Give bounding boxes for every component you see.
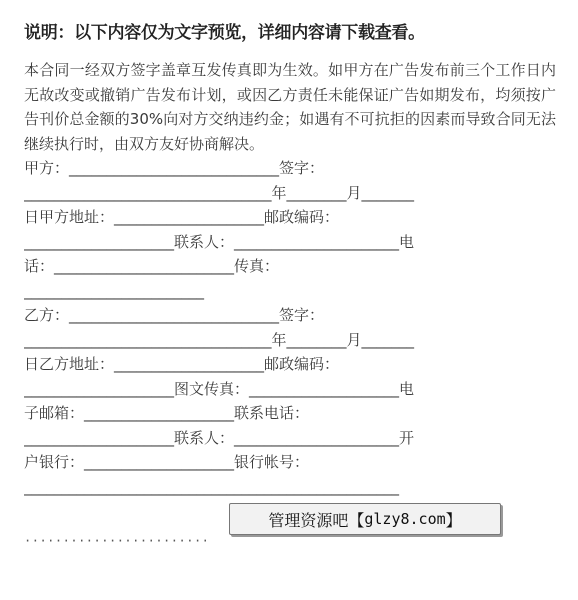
contract-paragraph: 本合同一经双方签字盖章互发传真即为生效。如甲方在广告发布前三个工作日内无故改变或撤销广告发布计划，或因乙方责任未能保证广告如期发布，均须按广告刊价总金额的30%向对方交纳违约金；如遇有不可抗拒的因素而导致合同无法继续执行时，由双方友好协商解决。 — [24, 61, 556, 153]
document-body — [24, 58, 556, 499]
watermark-label: 管理资源吧 — [268, 510, 349, 530]
form-line: ____________________图文传真：____________________电 — [24, 379, 415, 398]
preview-notice: 说明：以下内容仅为文字预览，详细内容请下载查看。 — [24, 23, 425, 43]
form-line: 乙方：____________________________签字： — [24, 306, 325, 324]
form-line: 甲方：____________________________签字： — [24, 159, 325, 177]
form-line: 日甲方地址：____________________邮政编码： — [24, 208, 340, 226]
watermark-domain: glzy8.com — [364, 510, 446, 528]
form-line: ____________________联系人：______________________开 — [24, 428, 415, 447]
form-line: __________________________________________________ — [24, 477, 399, 496]
truncation-dots: ························ — [24, 534, 210, 548]
watermark-badge[interactable] — [229, 503, 501, 535]
watermark-bracket-close: 】 — [445, 510, 462, 530]
form-line: ________________________ — [24, 281, 204, 300]
form-line: 子邮箱：____________________联系电话： — [24, 404, 310, 422]
form-line: 话：________________________传真： — [24, 257, 280, 275]
form-line: 日乙方地址：____________________邮政编码： — [24, 355, 340, 373]
form-line: _________________________________年________月_______ — [24, 330, 415, 349]
form-line: 户银行：____________________银行帐号： — [24, 453, 310, 471]
form-line: _________________________________年________月_______ — [24, 183, 415, 202]
watermark-bracket-open: 【 — [348, 510, 365, 530]
form-line: ____________________联系人：______________________电 — [24, 232, 415, 251]
